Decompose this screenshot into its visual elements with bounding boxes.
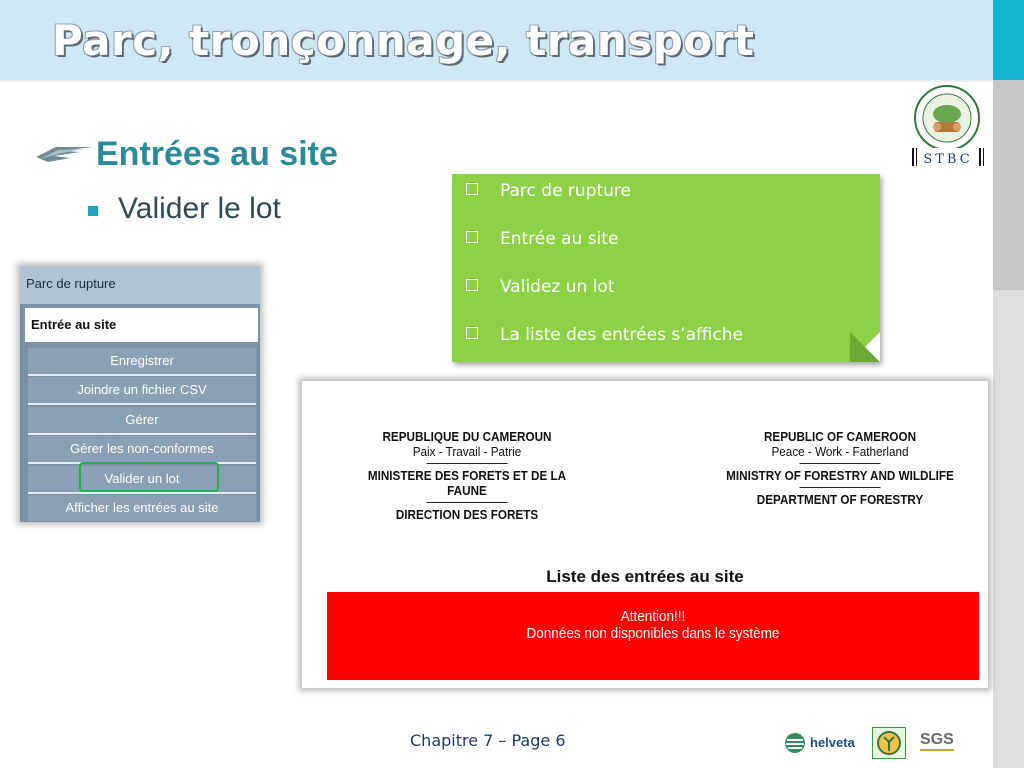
list-title: Liste des entrées au site [546,567,744,586]
menu-subheader-label: Entrée au site [31,317,117,332]
checkbox-bullet-icon [466,327,478,339]
menu-header[interactable] [20,266,260,304]
sgs-logo: SGS [920,731,954,751]
divider [800,463,881,464]
menu-item-gerer-non-conformes[interactable]: Gérer les non-conformes [28,436,256,462]
left-motto: Paix - Travail - Patrie [412,444,522,459]
menu-item-gerer[interactable]: Gérer [28,407,256,433]
slide-title: Parc, tronçonnage, transport [52,16,755,65]
menu-subheader[interactable] [25,308,258,342]
right-country: REPUBLIC OF CAMEROON [763,429,917,444]
menu-header-label: Parc de rupture [26,276,116,291]
right-direction: DEPARTMENT OF FORESTRY [756,492,924,507]
helveta-logo: helveta [784,732,806,758]
alert-title: Attention!!! [620,608,686,625]
title-banner [0,0,993,80]
highlight-outline [79,462,219,492]
checkbox-bullet-icon [466,279,478,291]
heading-level1: Entrées au site [96,135,338,173]
note-item: La liste des entrées s’affiche [466,325,743,345]
right-motto: Peace - Work - Fatherland [771,444,909,459]
note-item: Entrée au site [466,229,618,249]
logo-text: STBC [923,152,973,167]
instruction-note [452,174,880,362]
page-indicator: Chapitre 7 – Page 6 [410,731,566,750]
divider [427,502,508,503]
note-item: Parc de rupture [466,181,631,201]
scrollbar-thumb[interactable] [993,80,1024,290]
menu-divider [28,433,256,435]
note-item: Validez un lot [466,277,615,297]
document-screenshot [302,381,988,688]
alert-banner [327,592,979,680]
left-ministry: MINISTERE DES FORETS ET DE LA FAUNE [367,468,567,498]
checkbox-bullet-icon [466,231,478,243]
alert-message: Données non disponibles dans le système [526,625,780,642]
header-divider [0,80,993,82]
divider [800,487,881,488]
menu-divider [28,492,256,494]
menu-item-valider-lot[interactable]: Valider un lot [28,466,256,492]
stbc-logo [904,84,990,170]
square-bullet-icon [88,206,98,216]
menu-item-joindre-csv[interactable]: Joindre un fichier CSV [28,377,256,403]
left-country: REPUBLIQUE DU CAMEROUN [382,429,552,444]
right-ministry: MINISTRY OF FORESTRY AND WILDLIFE [726,468,954,483]
menu-item-enregistrer[interactable]: Enregistrer [28,348,256,374]
scrollbar-accent [993,0,1024,80]
right-letterhead [723,429,957,507]
left-direction: DIRECTION DES FORETS [395,507,539,522]
left-letterhead [355,429,580,522]
menu-screenshot [20,266,260,522]
vertical-scrollbar[interactable] [993,0,1024,768]
tree-emblem-icon [872,727,906,759]
note-corner-fold [850,332,880,362]
checkbox-bullet-icon [466,183,478,195]
menu-divider [28,374,256,376]
heading-level2: Valider le lot [118,192,281,225]
arrow-bullet-icon [34,141,92,167]
menu-divider [28,403,256,405]
divider [427,463,508,464]
menu-item-afficher-entrees[interactable]: Afficher les entrées au site [28,495,256,521]
